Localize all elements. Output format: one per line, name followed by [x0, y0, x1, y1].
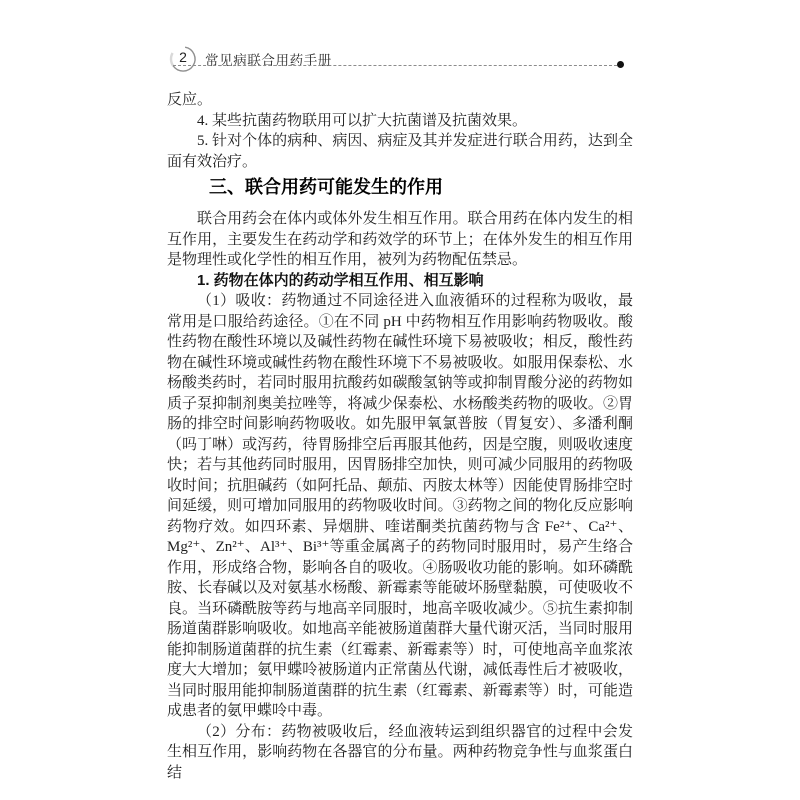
paragraph-distribution: （2）分布：药物被吸收后，经血液转运到组织器官的过程中会发生相互作用，影响药物在各器官的分布量。两种药物竞争性与血浆蛋白结 — [167, 723, 633, 781]
paragraph-intro: 联合用药会在体内或体外发生相互作用。联合用药在体内发生的相互作用，主要发生在药动学和药效学的环节上；在体外发生的相互作用是物理性或化学性的相互作用，被列为药物配伍禁忌。 — [167, 211, 633, 268]
book-title: 常见病联合用药手册 — [205, 53, 332, 68]
running-header — [167, 44, 633, 86]
list-item-5: 5. 针对个体的病种、病因、病症及其并发症进行联合用药，达到全面有效治疗。 — [167, 133, 633, 170]
header-dotted-rule — [173, 65, 617, 66]
section-heading: 三、联合用药可能发生的作用 — [209, 177, 443, 197]
header-end-dot-icon — [617, 61, 624, 68]
paragraph-continuation: 反应。 — [167, 92, 213, 108]
page-body — [167, 90, 633, 783]
paragraph-absorption: （1）吸收：药物通过不同途径进入血液循环的过程称为吸收，最常用是口服给药途径。①在不同 pH 中药物相互作用影响药物吸收。酸性药物在酸性环境以及碱性药物在碱性环境下易被吸收；相反，酸性药物在碱性环境或碱性药物在酸性环境下不易被吸收。如服用保泰松、水杨酸类药时，若同时服用抗酸药如碳酸氢钠等或抑制胃酸分泌的药物如质子泵抑制剂奥美拉唑等，将减少保泰松、水杨酸类药物的吸收。②胃肠的排空时间影响药物吸收。如先服甲氧氯普胺（胃复安）、多潘利酮（吗丁啉）或泻药，待胃肠排空后再服其他药，因是空腹，则吸收速度快；若与其他药同时服用，因胃肠排空加快，则可减少同服用的药物吸收时间；抗胆碱药（如阿托品、颠茄、丙胺太林等）因能使胃肠排空时间延缓，则可增加同服用的药物吸收时间。③药物之间的物化反应影响药物疗效。如四环素、异烟肼、喹诺酮类抗菌药物与含 Fe²⁺、Ca²⁺、Mg²⁺、Zn²⁺、Al³⁺、Bi³⁺等重金属离子的药物同时服用时，易产生络合作用，形成络合物，影响各自的吸收。④肠吸收功能的影响。如环磷酰胺、长春碱以及对氨基水杨酸、新霉素等能破坏肠壁黏膜，可使吸收不良。当环磷酰胺等药与地高辛同服时，地高辛吸收减少。⑤抗生素抑制肠道菌群影响吸收。如地高辛能被肠道菌群大量代谢灭活，当同时服用能抑制肠道菌群的抗生素（红霉素、新霉素等）时，可使地高辛血浆浓度大大增加；氨甲蝶呤被肠道内正常菌丛代谢，减低毒性后才被吸收，当同时服用能抑制肠道菌群的抗生素（红霉素、新霉素等）时，可能造成患者的氨甲蝶呤中毒。 — [167, 293, 633, 719]
page-number: 2 — [179, 49, 187, 65]
list-item-4: 4. 某些抗菌药物联用可以扩大抗菌谱及抗菌效果。 — [197, 112, 528, 129]
page-number-badge — [168, 44, 198, 74]
sub-heading-pharmacokinetics: 1. 药物在体内的药动学相互作用、相互影响 — [197, 271, 484, 289]
